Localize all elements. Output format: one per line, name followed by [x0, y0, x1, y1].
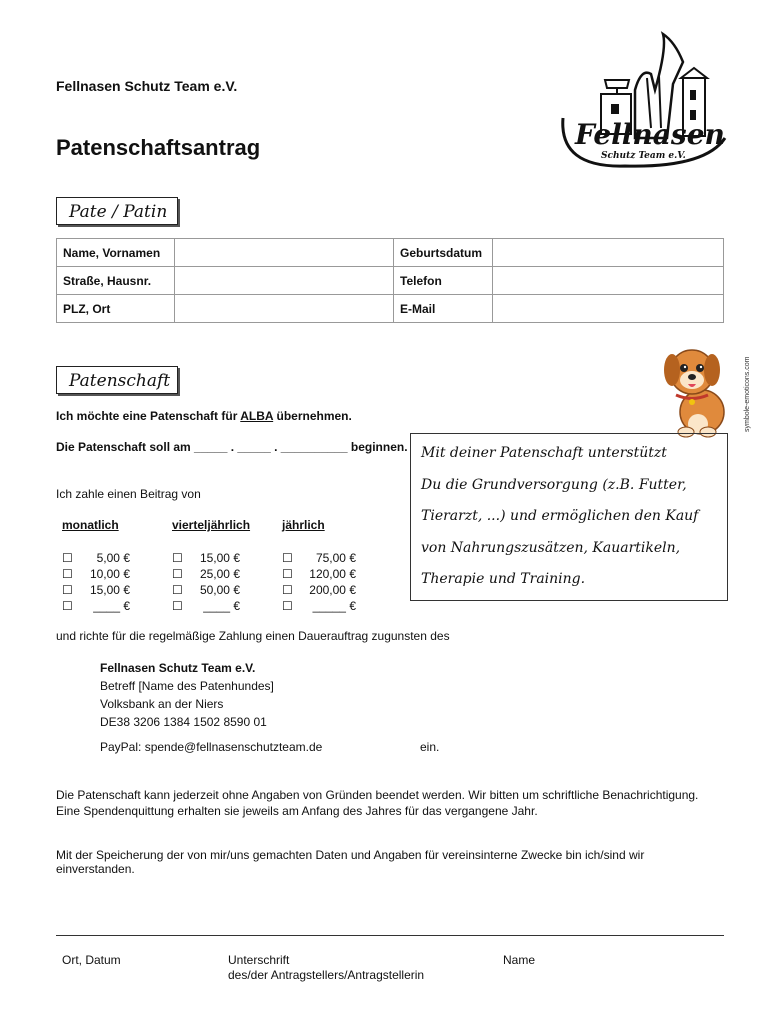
- yearly-option[interactable]: ☐ 200,00 €: [282, 583, 356, 597]
- place-date-label: Ort, Datum: [62, 953, 121, 967]
- info-box: [410, 433, 728, 601]
- phone-label: Telefon: [394, 267, 493, 295]
- email-field[interactable]: [493, 295, 724, 323]
- signature-label: Unterschrift des/der Antragstellers/Antragstellerin: [228, 953, 425, 982]
- checkbox-icon[interactable]: ☐: [172, 567, 183, 581]
- street-label: Straße, Hausnr.: [57, 267, 175, 295]
- payment-reference: Betreff [Name des Patenhundes]: [100, 679, 274, 693]
- monthly-option[interactable]: ☐ ____ €: [62, 599, 130, 613]
- consent-note: Mit der Speicherung der von mir/uns gemachten Daten und Angaben für vereinsinterne Zwecke bin ich/sind wir einverstanden.: [56, 848, 645, 876]
- street-field[interactable]: [175, 267, 394, 295]
- quarterly-column: [172, 518, 250, 614]
- cancellation-note: Die Patenschaft kann jederzeit ohne Angaben von Gründen beendet werden. Wir bitten um schriftliche Benachrichtigung. Eine Spendenquittung erhalten sie jeweils am Anfang des Jahres für das vergangene Jahr.: [56, 788, 699, 818]
- checkbox-icon[interactable]: ☐: [282, 599, 293, 613]
- standing-order-text: und richte für die regelmäßige Zahlung einen Dauerauftrag zugunsten des: [56, 629, 450, 643]
- checkbox-icon[interactable]: ☐: [62, 599, 73, 613]
- page-title: Patenschaftsantrag: [56, 135, 261, 160]
- phone-field[interactable]: [493, 267, 724, 295]
- puppy-illustration: [662, 340, 734, 438]
- iban: DE38 3206 1384 1502 8590 01: [100, 715, 267, 729]
- bank-name: Volksbank an der Niers: [100, 697, 224, 711]
- sponsorship-section-heading: Patenschaft: [56, 366, 178, 394]
- org-name: Fellnasen Schutz Team e.V.: [56, 78, 238, 94]
- logo-wordmark: Fellnasen: [575, 118, 725, 151]
- signature-line: [56, 935, 724, 936]
- checkbox-icon[interactable]: ☐: [172, 583, 183, 597]
- name-field[interactable]: [175, 239, 394, 267]
- paypal-address: PayPal: spende@fellnasenschutzteam.de: [100, 740, 323, 754]
- payee-name: Fellnasen Schutz Team e.V.: [100, 661, 256, 675]
- quarterly-option[interactable]: ☐ 15,00 €: [172, 551, 240, 565]
- quarterly-option[interactable]: ☐ ____ €: [172, 599, 240, 613]
- sponsorship-intro: Ich möchte eine Patenschaft für ALBA übernehmen.: [56, 409, 352, 423]
- animal-name: ALBA: [240, 409, 274, 423]
- city-field[interactable]: [175, 295, 394, 323]
- monthly-option[interactable]: ☐ 15,00 €: [62, 583, 130, 597]
- checkbox-icon[interactable]: ☐: [282, 583, 293, 597]
- logo-subtitle: Schutz Team e.V.: [601, 151, 686, 161]
- birthdate-label: Geburtsdatum: [394, 239, 493, 267]
- table-row: [57, 239, 724, 267]
- yearly-column: [282, 518, 356, 614]
- yearly-heading: jährlich: [282, 518, 325, 532]
- fellnasen-logo: [555, 28, 735, 173]
- name-label: Name, Vornamen: [57, 239, 175, 267]
- yearly-option[interactable]: ☐ 75,00 €: [282, 551, 356, 565]
- ein-text: ein.: [420, 740, 440, 754]
- table-row: [57, 295, 724, 323]
- email-label: E-Mail: [394, 295, 493, 323]
- checkbox-icon[interactable]: ☐: [282, 567, 293, 581]
- info-line: Mit deiner Patenschaft unterstützt: [421, 445, 667, 461]
- image-credit: symbole-emoticons.com: [744, 356, 751, 432]
- checkbox-icon[interactable]: ☐: [62, 551, 73, 565]
- quarterly-option[interactable]: ☐ 50,00 €: [172, 583, 240, 597]
- payment-intro: Ich zahle einen Beitrag von: [56, 487, 201, 501]
- payee-block: [100, 659, 274, 731]
- info-line: Therapie und Training.: [421, 571, 586, 587]
- yearly-option[interactable]: ☐ 120,00 €: [282, 567, 356, 581]
- checkbox-icon[interactable]: ☐: [282, 551, 293, 565]
- yearly-option[interactable]: ☐ _____ €: [282, 599, 356, 613]
- birthdate-field[interactable]: [493, 239, 724, 267]
- monthly-column: [62, 518, 130, 614]
- start-date-line: Die Patenschaft soll am _____ . _____ . __________ beginnen.: [56, 440, 408, 454]
- quarterly-option[interactable]: ☐ 25,00 €: [172, 567, 240, 581]
- checkbox-icon[interactable]: ☐: [62, 567, 73, 581]
- info-line: Tierarzt, ...) und ermöglichen den Kauf: [421, 508, 699, 524]
- sponsor-table: [56, 238, 724, 323]
- city-label: PLZ, Ort: [57, 295, 175, 323]
- monthly-option[interactable]: ☐ 10,00 €: [62, 567, 130, 581]
- monthly-heading: monatlich: [62, 518, 119, 532]
- monthly-option[interactable]: ☐ 5,00 €: [62, 551, 130, 565]
- info-line: Du die Grundversorgung (z.B. Futter,: [421, 476, 687, 493]
- checkbox-icon[interactable]: ☐: [172, 551, 183, 565]
- info-line: von Nahrungszusätzen, Kauartikeln,: [421, 539, 681, 556]
- sponsor-section-heading: Pate / Patin: [56, 197, 178, 225]
- quarterly-heading: vierteljährlich: [172, 518, 251, 532]
- name-signature-label: Name: [503, 953, 536, 967]
- checkbox-icon[interactable]: ☐: [62, 583, 73, 597]
- checkbox-icon[interactable]: ☐: [172, 599, 183, 613]
- table-row: [57, 267, 724, 295]
